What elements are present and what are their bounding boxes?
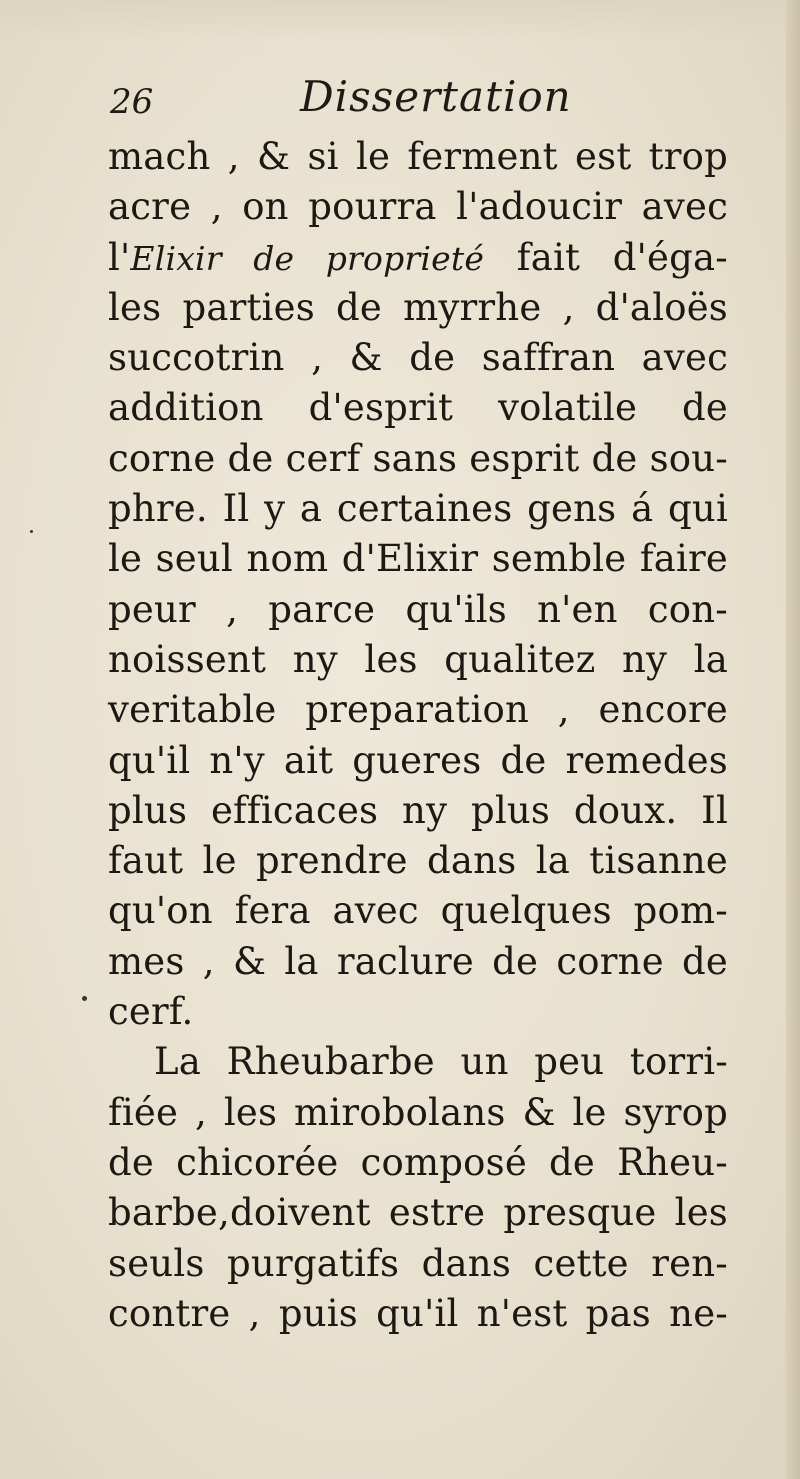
text-line: La Rheubarbe un peu torri- (154, 1040, 728, 1084)
text-line: succotrin , & de saffran avec (108, 336, 728, 380)
text-line: les parties de myrrhe , d'aloës (108, 285, 728, 329)
page-right-edge (786, 0, 800, 1479)
text-line: fiée , les mirobolans & le syrop (108, 1090, 728, 1134)
text-line: cerf. (108, 990, 194, 1034)
text-line: barbe,doivent estre presque les (108, 1191, 728, 1235)
page-top-shadow (0, 0, 800, 40)
page-number: 26 (110, 82, 154, 122)
text-line: plus efficaces ny plus doux. Il (108, 788, 728, 832)
text-line: le seul nom d'Elixir semble faire (108, 537, 728, 581)
paper-speck (30, 530, 33, 533)
text-line: acre , on pourra l'adoucir avec (108, 185, 728, 229)
body-text (108, 132, 728, 1339)
text-line (108, 233, 728, 283)
text-line: addition d'esprit volatile de (108, 386, 728, 430)
text-line: corne de cerf sans esprit de sou- (108, 436, 728, 480)
text-line: peur , parce qu'ils n'en con- (108, 587, 728, 631)
text-line: mes , & la raclure de corne de (108, 939, 728, 983)
text-line: faut le prendre dans la tisanne (108, 839, 728, 883)
text-line: qu'on fera avec quelques pom- (108, 889, 728, 933)
text-line: veritable preparation , encore (108, 688, 728, 732)
text-line: mach , & si le ferment est trop (108, 135, 728, 178)
running-title: Dissertation (300, 72, 572, 121)
text-line-suffix: fait d'éga- (484, 235, 728, 279)
page-header (110, 72, 730, 132)
paper-speck (82, 996, 87, 1001)
text-line: phre. Il y a certaines gens á qui (108, 487, 728, 531)
text-line-prefix: l' (108, 235, 131, 279)
text-line: qu'il n'y ait gueres de remedes (108, 738, 728, 782)
italic-term: Elixir de proprieté (130, 238, 485, 278)
text-line: contre , puis qu'il n'est pas ne- (108, 1291, 728, 1335)
text-line: seuls purgatifs dans cette ren- (108, 1241, 728, 1285)
text-line: noissent ny les qualitez ny la (108, 637, 728, 681)
text-line: de chicorée composé de Rheu- (108, 1140, 728, 1184)
